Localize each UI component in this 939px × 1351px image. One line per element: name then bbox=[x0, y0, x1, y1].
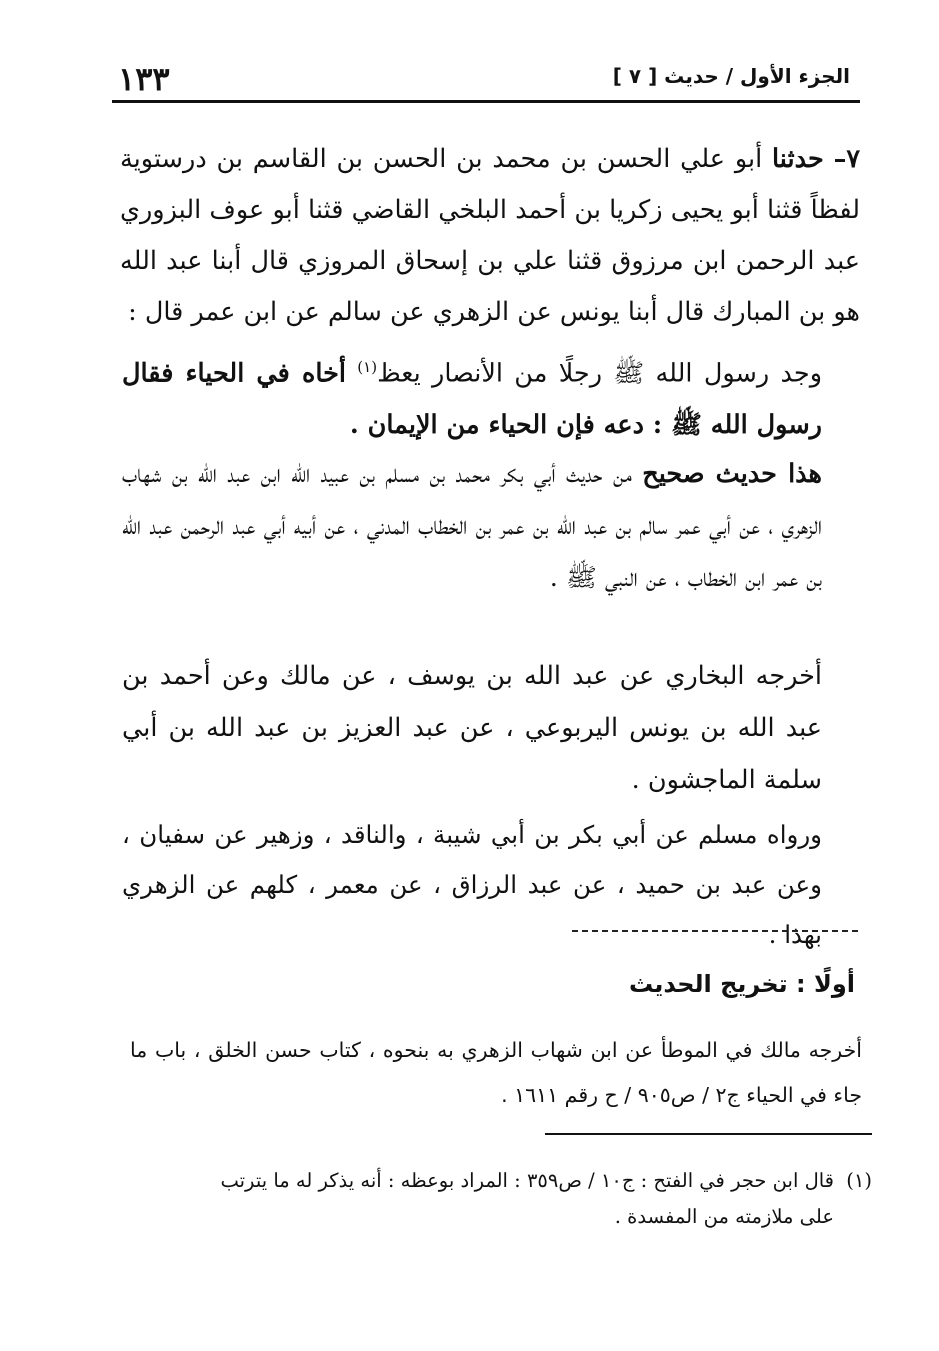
section-heading: أولًا : تخريج الحديث bbox=[628, 970, 855, 998]
footnote-rule bbox=[545, 1133, 872, 1135]
page-header bbox=[112, 56, 860, 103]
commentary-paragraph bbox=[122, 448, 822, 604]
matn-part-2: أخاه في الحياء فقال رسول الله ﷺ : دعه فإن الحياء من الإيمان . bbox=[122, 358, 822, 440]
page-number: ١٣٣ bbox=[118, 60, 170, 98]
muslim-text: ورواه مسلم عن أبي بكر بن أبي شيبة ، والناقد ، وزهير عن سفيان ، وعن عبد بن حميد ، عن عبد الرزاق ، عن معمر ، كلهم عن الزهري بهذا . bbox=[122, 820, 822, 949]
takhrij-text: أخرجه مالك في الموطأ عن ابن شهاب الزهري به بنحوه ، كتاب حسن الخلق ، باب ما جاء في الحياء ج٢ / ص٩٠٥ / ح رقم ١٦١١ . bbox=[130, 1038, 862, 1107]
dashed-separator bbox=[572, 930, 858, 932]
bukhari-paragraph bbox=[122, 650, 822, 806]
running-title: الجزء الأول / حديث [ ٧ ] bbox=[612, 64, 850, 88]
takhrij-paragraph bbox=[130, 1028, 862, 1118]
bukhari-text: أخرجه البخاري عن عبد الله بن يوسف ، عن مالك وعن أحمد بن عبد الله بن يونس اليربوعي ، عن عبد العزيز بن عبد الله بن أبي سلمة الماجشون . bbox=[122, 661, 822, 795]
footnote-reference: (١) bbox=[357, 358, 378, 376]
matn-part-1: وجد رسول الله ﷺ رجلًا من الأنصار يعظ bbox=[377, 358, 823, 389]
hadith-matn bbox=[122, 342, 822, 451]
isnad-text: أبو علي الحسن بن محمد بن الحسن بن القاسم بن درستوية لفظاً قثنا أبو يحيى زكريا بن أحمد البلخي القاضي قثنا أبو عوف البزوري عبد الرحمن ابن مرزوق قثنا علي بن إسحاق المروزي قال أبنا عبد الله هو بن المبارك قال أبنا يونس عن الزهري عن سالم عن ابن عمر قال : bbox=[120, 144, 860, 327]
commentary-lead: هذا حديث صحيح bbox=[642, 459, 822, 489]
footnote-label: (١) bbox=[846, 1169, 872, 1192]
muslim-paragraph bbox=[122, 810, 822, 960]
footnote-line-1: قال ابن حجر في الفتح : ج١٠ / ص٣٥٩ : المراد بوعظه : أنه يذكر له ما يترتب bbox=[220, 1169, 834, 1192]
commentary-text: من حديث أبي بكر محمد بن مسلم بن عبيد الله ابن عبد الله بن شهاب الزهري ، عن أبي عمر سالم بن عبد الله بن عمر بن الخطاب المدني ، عن أبيه أبي عبد الرحمن عبد الله بن عمر ابن الخطاب ، عن النبي ﷺ . bbox=[122, 459, 822, 593]
haddathana-word: حدثنا bbox=[772, 144, 824, 174]
footnote bbox=[130, 1163, 872, 1235]
footnote-line-2: على ملازمته من المفسدة . bbox=[614, 1205, 834, 1228]
hadith-isnad bbox=[120, 134, 860, 338]
hadith-number: ٧– bbox=[833, 144, 861, 174]
